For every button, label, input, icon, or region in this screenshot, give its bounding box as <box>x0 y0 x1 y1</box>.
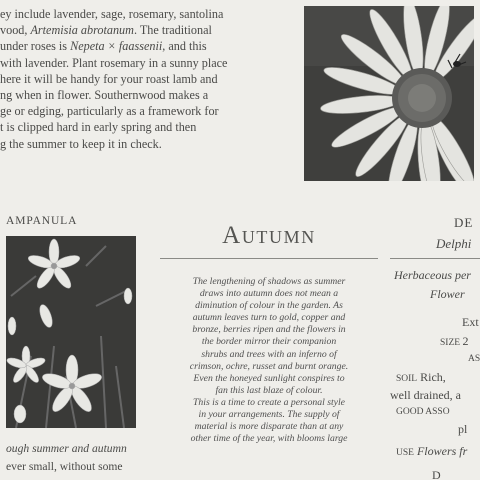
autumn-line: diminution of colour in the garden. As <box>195 300 343 312</box>
good-associates: GOOD ASSO <box>396 407 450 417</box>
plant-type: Herbaceous per <box>394 268 471 282</box>
prose-line: ng when in flower. Southernwood makes a <box>0 87 209 102</box>
prose-line: ge or edging, particularly as a framework for <box>0 104 219 119</box>
caption-line: ough summer and autumn <box>6 442 127 455</box>
autumn-body <box>160 276 378 445</box>
autumn-line: autumn leaves turn to gold, copper and <box>192 312 346 324</box>
soil-line2: well drained, a <box>390 388 461 402</box>
campanula-photo <box>6 236 136 428</box>
use-value: Flowers fr <box>416 444 468 458</box>
last-line: D <box>432 468 441 480</box>
autumn-line: the border mirror their companion <box>201 336 337 348</box>
divider <box>390 258 480 259</box>
soil-key: SOIL <box>396 374 418 384</box>
campanula-caption <box>6 440 136 476</box>
autumn-line: in your arrangements. The supply of <box>198 409 340 421</box>
caption-line: ever small, without some <box>6 460 123 473</box>
soil-value: Rich, <box>420 370 446 384</box>
top-prose <box>0 6 272 152</box>
autumn-title: Autumn <box>222 222 316 249</box>
prose-line: ey include lavender, sage, rosemary, santolina <box>0 7 224 21</box>
right-column <box>390 212 480 480</box>
autumn-divider <box>160 258 378 259</box>
prose-line-rich: vood, Artemisia abrotanum. The traditional <box>0 23 212 38</box>
autumn-line: shrubs and trees with an inferno of <box>201 348 337 360</box>
ext-label: Ext <box>462 315 479 329</box>
daisy-illustration <box>304 6 474 181</box>
autumn-line: The lengthening of shadows as summer <box>192 276 346 287</box>
autumn-line: bronze, berries ripen and the flowers in <box>192 324 346 336</box>
plant-type-line2: Flower <box>430 287 465 301</box>
use-row <box>396 444 467 459</box>
prose-line: with lavender. Plant rosemary in a sunny place <box>0 55 228 70</box>
prose-line: g the summer to keep it in check. <box>0 136 162 151</box>
autumn-line: crimson, ochre, russet and burnt orange. <box>189 360 349 372</box>
prose-line: t is clipped hard in early spring and then <box>0 120 197 135</box>
plant-heading: DE <box>454 215 474 230</box>
size-key: SIZE <box>440 338 461 348</box>
autumn-line: This is a time to create a personal style <box>193 396 345 408</box>
autumn-line: material is more disparate than at any <box>194 421 344 433</box>
botanical-name: Artemisia abrotanum <box>30 23 134 38</box>
autumn-line: draws into autumn does not mean a <box>199 288 339 300</box>
size-label <box>440 334 468 349</box>
size-value: 2 <box>462 334 469 348</box>
campanula-title: AMPANULA <box>6 215 78 227</box>
autumn-line: Even the honeyed sunlight conspires to <box>193 372 345 384</box>
pl-text: pl <box>458 422 468 436</box>
autumn-line: other time of the year, with blooms large <box>190 433 348 445</box>
campanula-illustration <box>6 236 136 428</box>
prose-line-rich: under roses is Nepeta × faassenii, and this <box>0 39 207 54</box>
prose-line <box>0 38 272 54</box>
use-key: USE <box>396 448 414 458</box>
prose-line <box>0 22 272 38</box>
as-label: AS <box>468 354 480 364</box>
daisy-photo <box>304 6 474 181</box>
soil-row <box>396 370 446 385</box>
botanical-name: Nepeta × faassenii <box>70 39 163 54</box>
prose-line: here it will be handy for your roast lamb and <box>0 71 218 86</box>
plant-subheading: Delphi <box>436 236 472 251</box>
autumn-line: fan this last blaze of colour. <box>215 384 323 396</box>
